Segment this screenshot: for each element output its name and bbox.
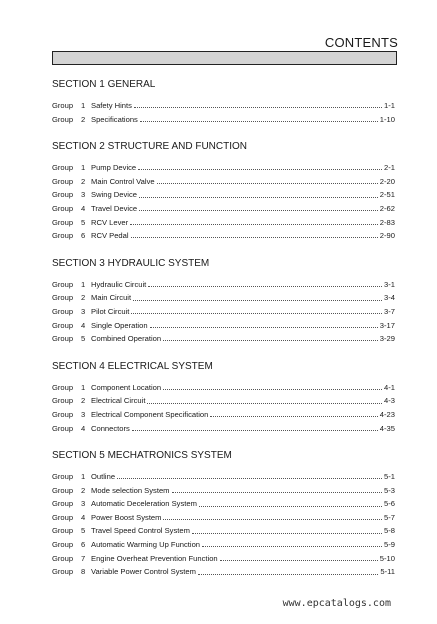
entry-group-number: 6	[81, 231, 86, 241]
toc-entry[interactable]	[52, 524, 395, 538]
section-heading: SECTION 4 ELECTRICAL SYSTEM	[52, 360, 213, 372]
entry-page: 5-6	[384, 499, 395, 509]
toc-entry[interactable]	[52, 319, 395, 333]
entry-group-label: Group	[52, 334, 74, 344]
toc-entry[interactable]	[52, 484, 395, 498]
entry-page: 4-23	[379, 409, 395, 419]
entry-title: Connectors	[91, 423, 130, 433]
entry-page: 5-7	[384, 512, 395, 522]
entry-group-label: Group	[52, 320, 74, 330]
entry-title: Safety Hints	[91, 101, 132, 110]
entry-group-label: Group	[52, 423, 74, 433]
entry-group-label: Group	[52, 382, 74, 392]
entry-group-number: 5	[81, 217, 86, 227]
entry-group-label: Group	[52, 512, 74, 522]
toc-entry[interactable]	[52, 565, 395, 579]
toc-entry[interactable]	[52, 175, 395, 189]
entry-page: 3-29	[379, 334, 395, 344]
entry-title: Main Control Valve	[91, 176, 155, 186]
entry-page: 1-10	[379, 114, 395, 124]
entry-group-number: 2	[81, 176, 86, 186]
entry-title: Hydraulic Circuit	[91, 279, 147, 289]
toc-section	[52, 78, 395, 126]
dot-leader	[163, 389, 382, 390]
entry-title: Electrical Circuit	[91, 396, 146, 406]
entry-page: 2-62	[379, 203, 395, 213]
entry-page: 5-10	[379, 553, 395, 563]
entry-group-number: 2	[81, 485, 86, 495]
dot-leader	[117, 478, 382, 479]
entry-title: RCV Lever	[91, 217, 129, 227]
dot-leader	[139, 197, 378, 198]
dot-leader	[192, 533, 382, 534]
entry-group-label: Group	[52, 176, 74, 186]
entry-title: Travel Speed Control System	[91, 526, 190, 536]
entry-group-number: 2	[81, 114, 86, 124]
entry-group-label: Group	[52, 540, 74, 550]
toc-entry[interactable]	[52, 278, 395, 292]
dot-leader	[220, 560, 378, 561]
entry-title: Automatic Warming Up Function	[91, 540, 201, 550]
dot-leader	[163, 519, 382, 520]
entry-group-number: 4	[81, 512, 86, 522]
entry-page: 2-83	[379, 217, 395, 227]
entry-group-label: Group	[52, 190, 74, 200]
entry-title: Specifications	[91, 114, 138, 124]
entry-page: 4-35	[379, 423, 395, 433]
dot-leader	[172, 492, 383, 493]
entry-group-number: 4	[81, 203, 86, 213]
entry-group-number: 6	[81, 540, 86, 550]
toc-entry[interactable]	[52, 511, 395, 525]
entry-title: Main Circuit	[91, 293, 132, 303]
entry-group-label: Group	[52, 396, 74, 406]
entry-group-label: Group	[52, 217, 74, 227]
entry-page: 3-7	[384, 306, 395, 316]
dot-leader	[140, 121, 378, 122]
entry-page: 4-3	[384, 396, 395, 406]
toc-entry[interactable]	[52, 99, 395, 113]
dot-leader	[138, 169, 382, 170]
toc-section	[52, 449, 395, 579]
entry-page: 5-9	[384, 540, 395, 550]
toc-entry[interactable]	[52, 291, 395, 305]
entry-title: Power Boost System	[91, 512, 162, 522]
toc-entry[interactable]	[52, 497, 395, 511]
entry-page: 2-90	[379, 231, 395, 241]
toc-section	[52, 140, 395, 243]
entry-group-number: 5	[81, 526, 86, 536]
entry-group-number: 2	[81, 396, 86, 406]
entry-page: 2-1	[384, 163, 395, 173]
entry-group-number: 1	[81, 382, 86, 392]
entry-group-label: Group	[52, 485, 74, 495]
entry-page: 2-20	[379, 176, 395, 186]
watermark: www.epcatalogs.com	[282, 598, 391, 609]
dot-leader	[148, 286, 382, 287]
toc-entry[interactable]	[52, 202, 395, 216]
entry-title: Pilot Circuit	[91, 306, 130, 316]
toc-content	[52, 78, 395, 593]
entry-group-number: 3	[81, 306, 86, 316]
dot-leader	[131, 313, 382, 314]
entry-group-label: Group	[52, 472, 74, 482]
entry-title: Travel Device	[91, 203, 138, 213]
entry-page: 3-4	[384, 293, 395, 303]
toc-entry[interactable]	[52, 305, 395, 319]
entry-group-label: Group	[52, 279, 74, 289]
entry-page: 5-1	[384, 472, 395, 482]
entry-group-number: 1	[81, 472, 86, 482]
entry-group-label: Group	[52, 526, 74, 536]
entry-title: Engine Overheat Prevention Function	[91, 553, 218, 563]
entry-group-label: Group	[52, 567, 74, 577]
toc-section	[52, 360, 395, 435]
toc-entry[interactable]	[52, 332, 395, 346]
entry-group-label: Group	[52, 499, 74, 509]
dot-leader	[132, 430, 378, 431]
entry-title: Electrical Component Specification	[91, 409, 209, 419]
entry-group-number: 1	[81, 163, 86, 173]
toc-entry[interactable]	[52, 422, 395, 436]
toc-entry[interactable]	[52, 188, 395, 202]
toc-entry[interactable]	[52, 113, 395, 127]
entry-title: Mode selection System	[91, 485, 170, 495]
dot-leader	[199, 506, 382, 507]
entry-title: Outline	[91, 472, 116, 482]
entry-title: RCV Pedal	[91, 231, 129, 241]
entry-page: 3-1	[384, 279, 395, 289]
toc-section	[52, 257, 395, 346]
dot-leader	[133, 300, 382, 301]
entry-title: Variable Power Control System	[91, 567, 196, 577]
entry-group-number: 2	[81, 293, 86, 303]
page-title: CONTENTS	[324, 35, 398, 50]
entry-group-label: Group	[52, 409, 74, 419]
dot-leader	[157, 183, 378, 184]
entry-page: 3-17	[379, 320, 395, 330]
toc-entry[interactable]	[52, 538, 395, 552]
entry-title: Automatic Deceleration System	[91, 499, 197, 509]
entry-group-number: 4	[81, 423, 86, 433]
entry-page: 4-1	[384, 382, 395, 392]
toc-entry[interactable]	[52, 408, 395, 422]
entry-page: 5-11	[380, 567, 395, 577]
entry-group-number: 1	[81, 101, 86, 110]
entry-group-label: Group	[52, 231, 74, 241]
entry-group-label: Group	[52, 553, 74, 563]
entry-group-number: 3	[81, 190, 86, 200]
section-heading: SECTION 3 HYDRAULIC SYSTEM	[52, 257, 210, 269]
section-heading: SECTION 5 MECHATRONICS SYSTEM	[52, 450, 232, 462]
entry-group-number: 8	[81, 567, 86, 577]
entry-group-number: 3	[81, 499, 86, 509]
section-heading: SECTION 2 STRUCTURE AND FUNCTION	[52, 141, 248, 153]
entry-group-label: Group	[52, 306, 74, 316]
dot-leader	[134, 107, 382, 108]
title-bar	[52, 51, 397, 65]
dot-leader	[147, 403, 382, 404]
entry-title: Swing Device	[91, 190, 138, 200]
dot-leader	[202, 546, 382, 547]
entry-group-label: Group	[52, 203, 74, 213]
entry-page: 1-1	[384, 101, 395, 110]
toc-entry[interactable]	[52, 552, 395, 566]
entry-group-number: 3	[81, 409, 86, 419]
dot-leader	[131, 237, 378, 238]
entry-group-number: 5	[81, 334, 86, 344]
entry-group-number: 7	[81, 553, 86, 563]
entry-group-number: 1	[81, 279, 86, 289]
dot-leader	[210, 416, 377, 417]
toc-entry[interactable]	[52, 161, 395, 175]
entry-group-label: Group	[52, 163, 74, 173]
entry-title: Single Operation	[91, 320, 148, 330]
entry-page: 5-8	[384, 526, 395, 536]
entry-group-label: Group	[52, 293, 74, 303]
dot-leader	[163, 340, 378, 341]
entry-title: Component Location	[91, 382, 162, 392]
toc-entry[interactable]	[52, 394, 395, 408]
entry-group-label: Group	[52, 114, 74, 124]
dot-leader	[150, 327, 378, 328]
dot-leader	[130, 224, 378, 225]
entry-page: 5-3	[384, 485, 395, 495]
toc-entry[interactable]	[52, 229, 395, 243]
section-heading: SECTION 1 GENERAL	[52, 79, 156, 90]
dot-leader	[198, 574, 378, 575]
toc-entry[interactable]	[52, 381, 395, 395]
toc-entry[interactable]	[52, 216, 395, 230]
entry-group-number: 4	[81, 320, 86, 330]
entry-group-label: Group	[52, 101, 74, 110]
entry-page: 2-51	[379, 190, 395, 200]
dot-leader	[139, 210, 378, 211]
toc-entry[interactable]	[52, 470, 395, 484]
entry-title: Combined Operation	[91, 334, 162, 344]
entry-title: Pump Device	[91, 163, 137, 173]
